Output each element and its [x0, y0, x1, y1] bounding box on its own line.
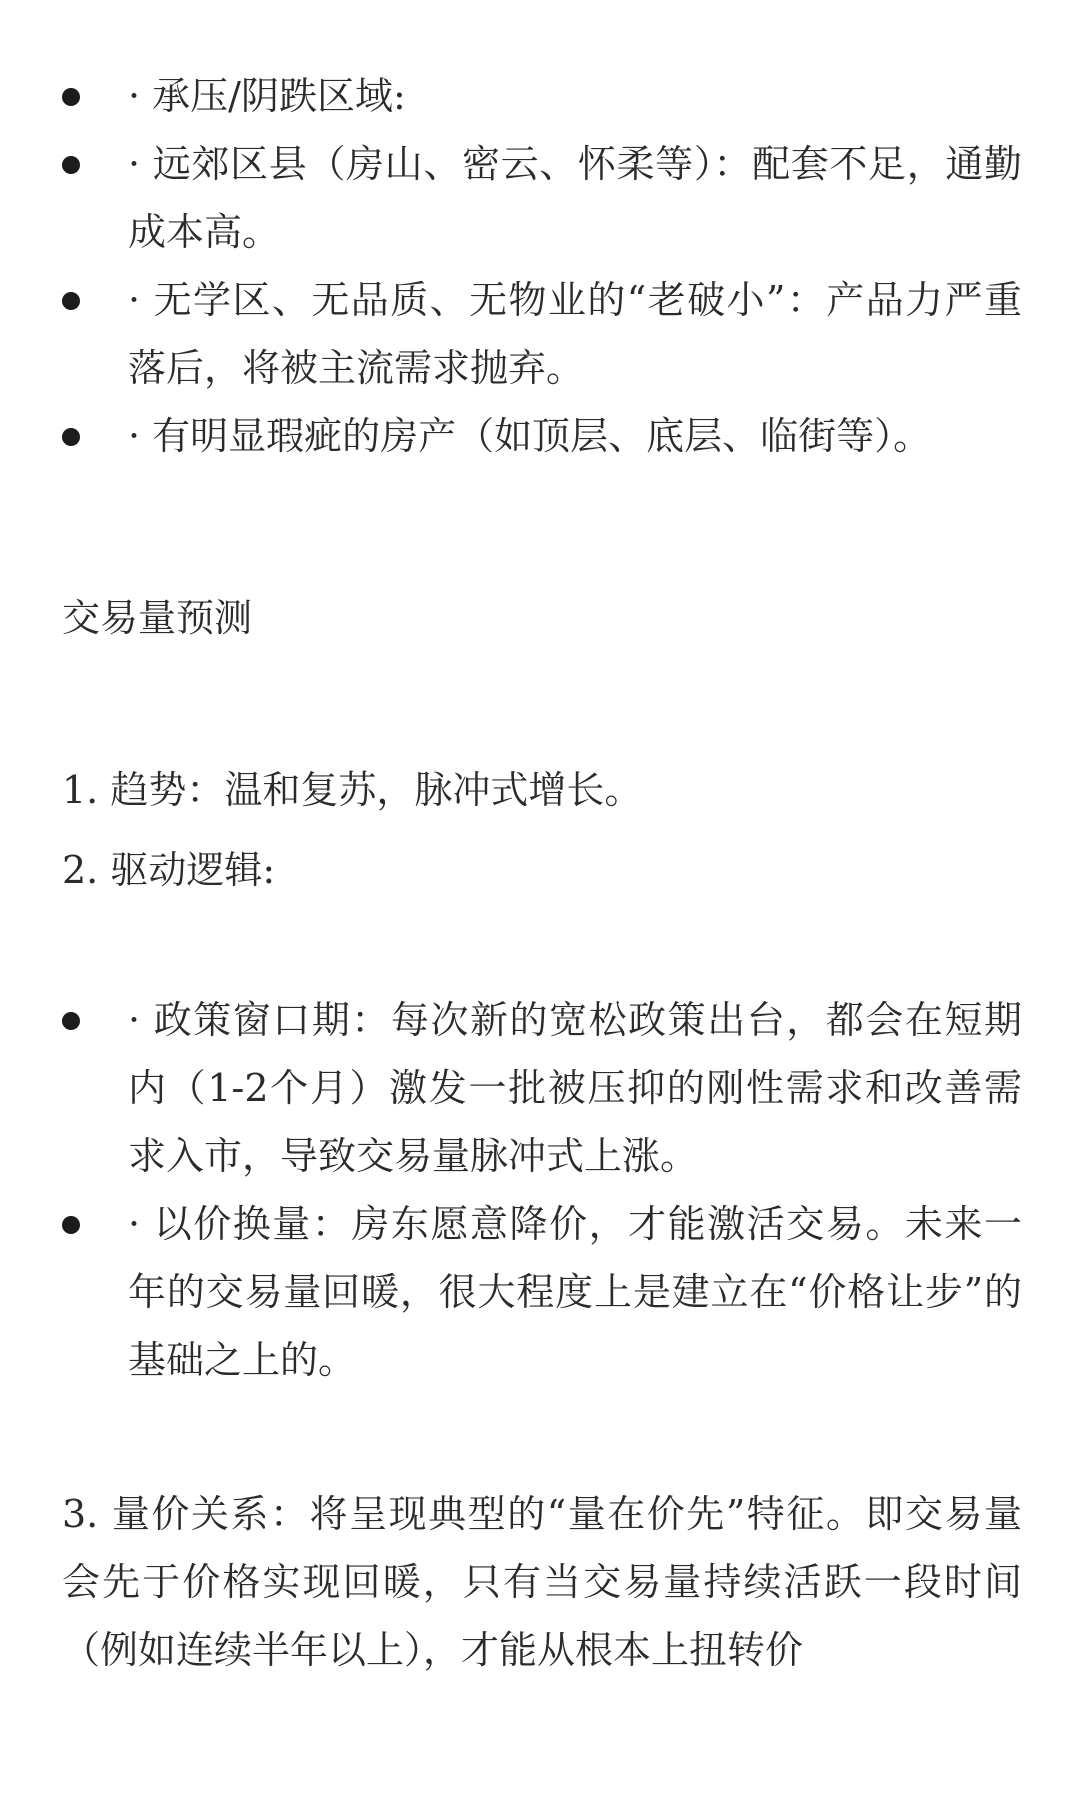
- list-item: [0, 402, 1080, 470]
- list-item-text: · 无学区、无品质、无物业的“老破小”：产品力严重落后，将被主流需求抛弃。: [128, 278, 1022, 390]
- list-item-text: · 有明显瑕疵的房产（如顶层、底层、临街等）。: [128, 414, 932, 458]
- bullet-dot-icon: [62, 1012, 80, 1030]
- list-item-text: · 远郊区县（房山、密云、怀柔等）：配套不足，通勤成本高。: [128, 142, 1022, 254]
- numbered-item-volume-price: 3. 量价关系：将呈现典型的“量在价先”特征。即交易量会先于价格实现回暖，只有当交易量持续活跃一段时间（例如连续半年以上），才能从根本上扭转价: [62, 1492, 1022, 1672]
- section-title: 交易量预测: [62, 596, 253, 640]
- bullet-dot-icon: [62, 292, 80, 310]
- bullet-dot-icon: [62, 156, 80, 174]
- list-item: [0, 986, 1080, 1190]
- list-item: [0, 1190, 1080, 1394]
- numbered-item-drivers: 2. 驱动逻辑:: [62, 848, 276, 892]
- list-item-text: · 以价换量：房东愿意降价，才能激活交易。未来一年的交易量回暖，很大程度上是建立在“价格让步”的基础之上的。: [128, 1202, 1022, 1382]
- list-item: [0, 62, 1080, 130]
- bullet-dot-icon: [62, 428, 80, 446]
- bullet-list-drivers: [0, 986, 1080, 1394]
- list-item: [0, 266, 1080, 402]
- bullet-dot-icon: [62, 88, 80, 106]
- bullet-list-pressure-areas: [0, 62, 1080, 470]
- list-item-text: · 政策窗口期：每次新的宽松政策出台，都会在短期内（1-2个月）激发一批被压抑的刚性需求和改善需求入市，导致交易量脉冲式上涨。: [128, 998, 1022, 1178]
- list-item: [0, 130, 1080, 266]
- list-item-text: · 承压/阴跌区域:: [128, 74, 406, 118]
- bullet-dot-icon: [62, 1216, 80, 1234]
- numbered-item-trend: 1. 趋势：温和复苏，脉冲式增长。: [62, 768, 643, 812]
